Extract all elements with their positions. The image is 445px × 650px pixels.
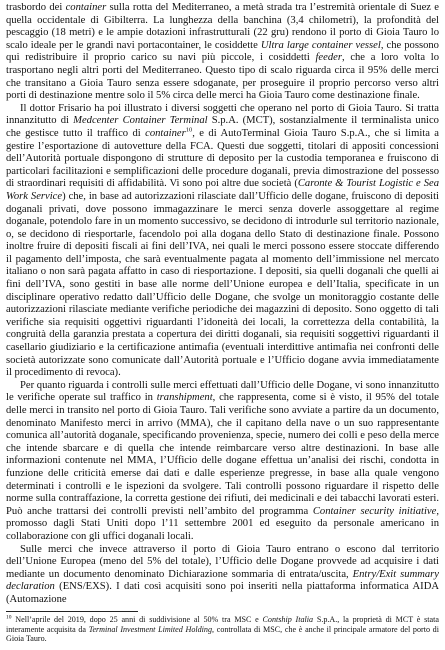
paragraph-port-operators: Il dottor Frisario ha poi illustrato i diversi soggetti che operano nel porto di Gioia Tauro. Si tratta innanzitutto di Medcenter Container Terminal S.p.A. (MCT), sostanzialmente il terminalista unico che gestisce tutto il traffico di container$^{10}$, e di AutoTerminal Gioia Tauro S.p.A., che si limita a gestire l’esportazione di autovetture della FCA. Questi due soggetti, titolari di appositi concessioni dell’Autorità portuale dispongono di strutture di deposito per la custodia temporanea e fruiscono di particolari facilitazioni e semplificazioni delle procedure doganali, previa dimostrazione del possesso di straordinari requisiti di affidabilità. Vi sono poi altre due società (Caronte & Tourist Logistic e Sea Work Service) che, in base ad autorizzazioni rilasciate dall’Ufficio delle dogane, fruiscono di depositi doganali privati, dove possono immagazzinare le merci senza doverle assoggettare al regime doganale, potendolo fare in un momento successivo, se decidono di introdurle sul territorio nazionale, o, se decidono di riesportarle, facendolo poi alla dogana dello Stato di destinazione finale. Possono inoltre fruire di depositi fiscali ai fini dell’IVA, nei quali le merci possono essere stoccate differendo il pagamento dell’imposta, che sarà eventualmente pagata al momento dell’immissione nel mercato italiano o non sarà pagata affatto in caso di riesportazione. I depositi, sia quelli doganali che quelli ai fini dell’IVA, sono gestiti in base alle norme dell’Unione europea e dell’Italia, specificate in un disciplinare operativo redatto dall’Ufficio delle Dogane, che svolge un monitoraggio costante delle autorizzazioni rilasciate mediante verifiche periodiche dei magazzini di deposito. Sono oggetto di tali verifiche sia requisiti oggettivi riguardanti l’idoneità dei locali, la correttezza della contabilità, la congruità della garanzia prestata a copertura dei diritti doganali, sia requisiti soggettivi riguardanti il casellario giudiziario e la certificazione antimafia (eventuali interdittive antimafia nei confronti delle società autorizzate sono comunicate dall’Autorità portuale e l’Ufficio dogane avvia immediatamente il procedimento di revoca). bbox=[6, 102, 440, 379]
footnote-separator bbox=[6, 611, 138, 612]
paragraph-entry-exit-declaration: Sulle merci che invece attraverso il porto di Gioia Tauro entrano o escono dal territorio dell’Unione Europea (meno del 5% del totale), l’Ufficio delle Dogane provvede ad acquisire i dati mediante un documento denominato Dichiarazione sommaria di entrata/uscita, Entry/Exit summary declaration (ENS/EXS). I dati così acquisiti sono poi inseriti nella piattaforma informatica AIDA (Automazione bbox=[6, 543, 439, 605]
paragraph-customs-controls: Per quanto riguarda i controlli sulle merci effettuati dall’Ufficio delle Dogane, vi sono innanzitutto le verifiche operate sul traffico in transhipment, che rappresenta, come si è visto, il 95% del totale delle merci in transito nel porto di Gioia Tauro. Tali verifiche sono avviate a partire da un documento, denominato Manifesto merci in arrivo (MMA), che il capitano della nave o un suo rappresentante comunica all’autorità doganale, specificando provenienza, specie, numero dei colli e peso della merce che intende sbarcare e di quella che intende reimbarcare verso altre destinazioni. In base alle informazioni contenute nel MMA, l’Ufficio delle dogane effettua un’analisi dei rischi, condotta in funzione delle criticità emerse dai dati e dalle esperienze pregresse, in base alla quale vengono determinati i controlli e le ispezioni da svolgere. Tali controlli possono riguardare il rispetto delle norme sulla contraffazione, la corretta gestione dei rifiuti, dei medicinali e dei tabacchi lavorati esteri. Può anche trattarsi dei controlli previsti nell’ambito del programma Container security initiative, promosso dagli Stati Uniti dopo l’11 settembre 2001 ed eseguito da personale americano in collaborazione con gli uffici doganali locali. bbox=[6, 379, 439, 542]
footnote-reference: 10 bbox=[185, 126, 193, 134]
document-body bbox=[6, 2, 439, 607]
footnote-number: 10 bbox=[6, 614, 12, 621]
footnote: $^{10}$ Nell’aprile del 2019, dopo 25 anni di suddivisione al 50% tra MSC e Contship Italia S.p.A., la proprietà di MCT è stata interamente acquisita da Terminal Investment Limited Holding, controllata di MSC, che è anche il principale armatore del porto di Gioia Tauro. bbox=[6, 614, 439, 644]
paragraph-transhipment-intro: trasbordo dei container sulla rotta del Mediterraneo, a metà strada tra l’estremità orientale di Suez e quella occidentale di Gibilterra. La lunghezza della banchina (3,4 chilometri), la profondità del pescaggio (18 metri) e le ampie dotazioni infrastrutturali (22 gru) rendono il porto di Gioia Tauro lo scalo ideale per le grandi navi portacontainer, le cosiddette Ultra large container vessel, che possono qui redistribuire il proprio carico su navi più piccole, i cosiddetti feeder, che a loro volta lo trasportano negli altri porti del Mediterraneo. Questo tipo di scalo riguarda circa il 95% delle merci che transitano a Gioia Tauro senza essere sdoganate, per proseguire il proprio percorso verso altri porti di destinazione mentre solo il 5% circa delle merci ha Gioia Tauro come destinazione finale. bbox=[6, 2, 439, 102]
